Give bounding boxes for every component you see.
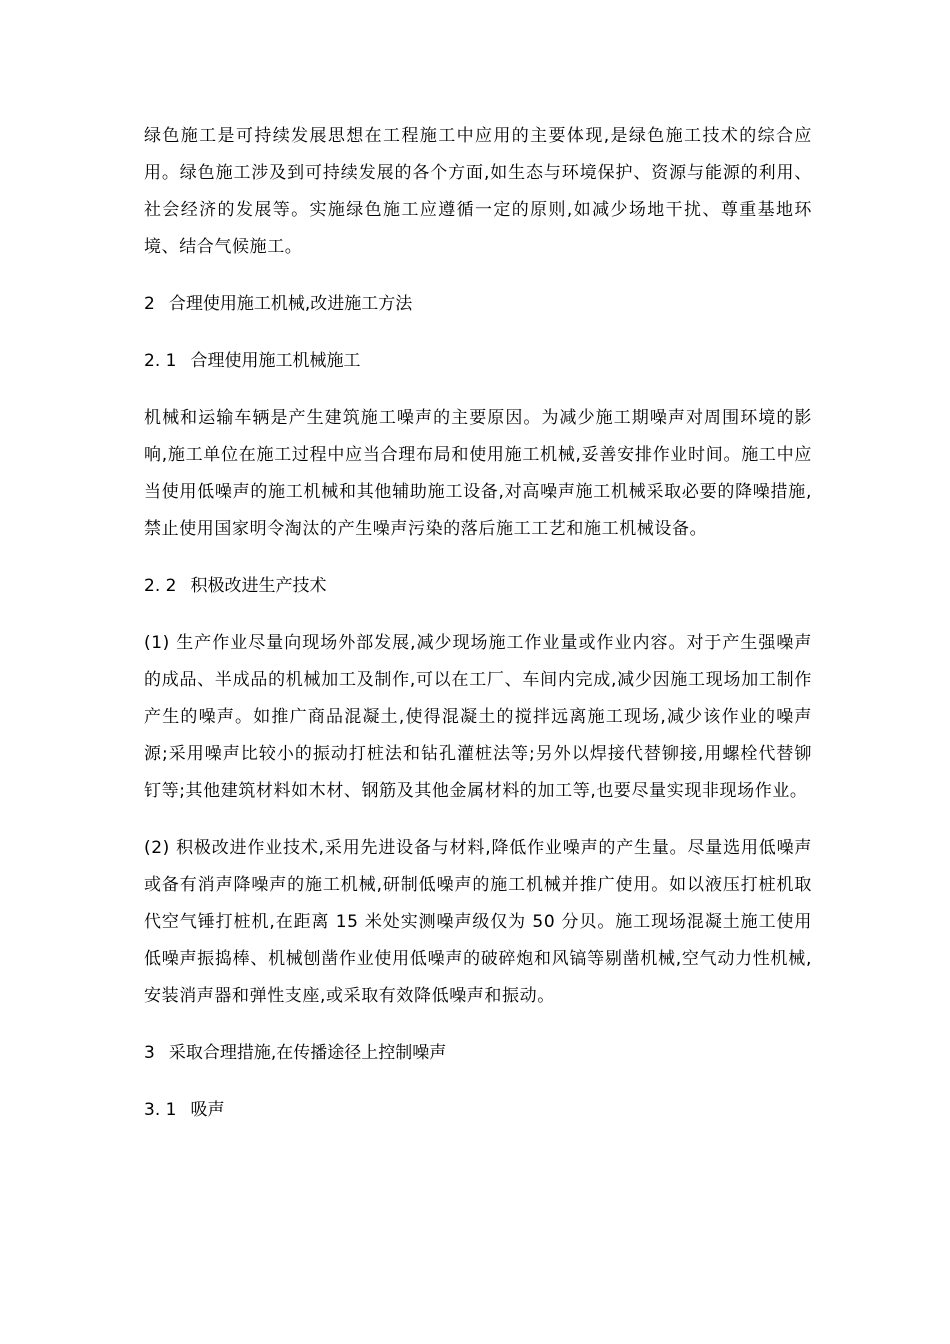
section-heading-2-2: [144, 568, 812, 605]
section-number: 2. 1: [144, 351, 177, 371]
section-heading-2: [144, 286, 812, 323]
paragraph-green-construction: 绿色施工是可持续发展思想在工程施工中应用的主要体现,是绿色施工技术的综合应用。绿色施工涉及到可持续发展的各个方面,如生态与环境保护、资源与能源的利用、社会经济的发展等。实施绿色施工应遵循一定的原则,如减少场地干扰、尊重基地环境、结合气候施工。: [144, 126, 812, 257]
section-title: 积极改进生产技术: [190, 576, 327, 596]
section-title: 吸声: [190, 1100, 225, 1120]
section-heading-2-1: [144, 343, 812, 380]
document-body: [144, 118, 812, 1149]
paragraph-item-2: (2) 积极改进作业技术,采用先进设备与材料,降低作业噪声的产生量。尽量选用低噪声或备有消声降噪声的施工机械,研制低噪声的施工机械并推广使用。如以液压打桩机取代空气锤打桩机,在距离 15 米处实测噪声级仅为 50 分贝。施工现场混凝土施工使用低噪声振捣棒、机械刨凿作业使用低噪声的破碎炮和风镐等剔凿机械,空气动力性机械,安装消声器和弹性支座,或采取有效降低噪声和振动。: [144, 838, 812, 1006]
section-heading-3-1: [144, 1092, 812, 1129]
section-title: 采取合理措施,在传播途径上控制噪声: [168, 1043, 447, 1063]
section-number: 3: [144, 1043, 155, 1063]
section-title: 合理使用施工机械,改进施工方法: [168, 294, 413, 314]
section-heading-3: [144, 1035, 812, 1072]
paragraph-item-1: (1) 生产作业尽量向现场外部发展,减少现场施工作业量或作业内容。对于产生强噪声的成品、半成品的机械加工及制作,可以在工厂、车间内完成,减少因施工现场加工制作产生的噪声。如推广商品混凝土,使得混凝土的搅拌远离施工现场,减少该作业的噪声源;采用噪声比较小的振动打桩法和钻孔灌桩法等;另外以焊接代替铆接,用螺栓代替铆钉等;其他建筑材料如木材、钢筋及其他金属材料的加工等,也要尽量实现非现场作业。: [144, 633, 812, 801]
section-number: 3. 1: [144, 1100, 177, 1120]
section-number: 2. 2: [144, 576, 177, 596]
paragraph-machinery: 机械和运输车辆是产生建筑施工噪声的主要原因。为减少施工期噪声对周围环境的影响,施工单位在施工过程中应当合理布局和使用施工机械,妥善安排作业时间。施工中应当使用低噪声的施工机械和其他辅助施工设备,对高噪声施工机械采取必要的降噪措施,禁止使用国家明令淘汰的产生噪声污染的落后施工工艺和施工机械设备。: [144, 408, 812, 539]
section-title: 合理使用施工机械施工: [190, 351, 361, 371]
section-number: 2: [144, 294, 155, 314]
